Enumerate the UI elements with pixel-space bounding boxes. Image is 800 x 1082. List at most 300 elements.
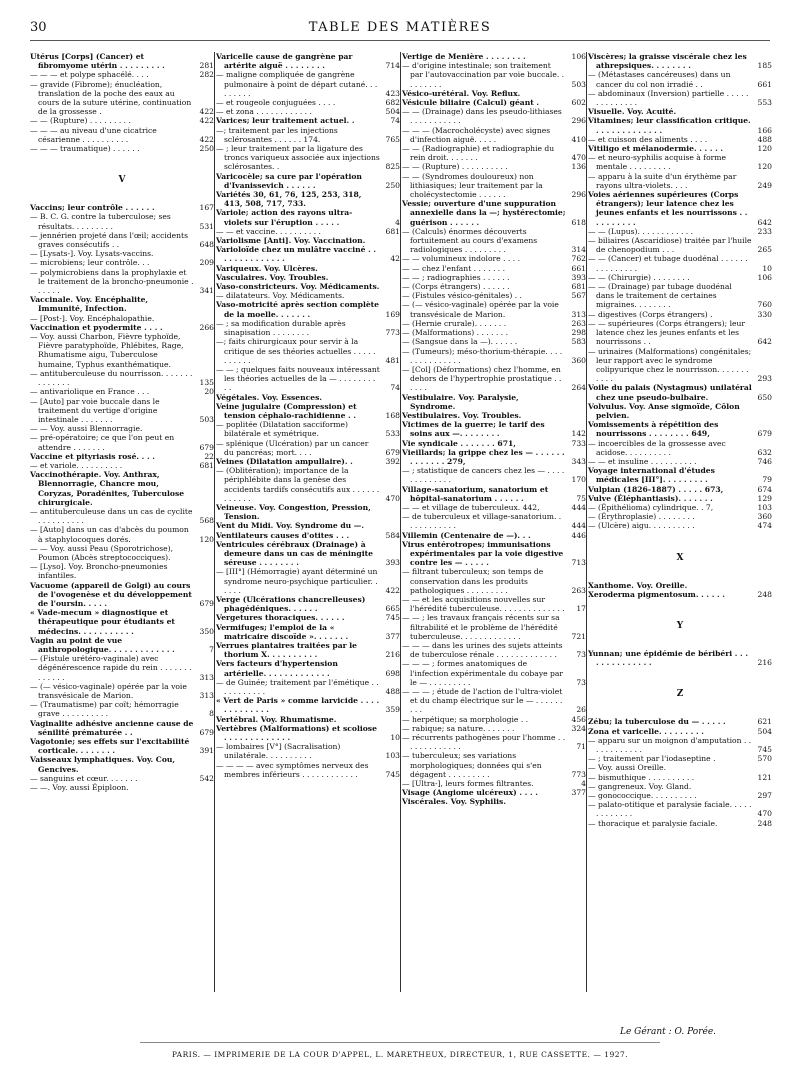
entry-text: — — chez l'enfant . . . . . . . xyxy=(402,263,506,273)
entry-text: — ; statistique de cancers chez les — . . . . . . . . . . . . . xyxy=(402,466,565,485)
entry-text: — (Fistules vésico-génitales) . . xyxy=(402,291,522,301)
entry-page-number: 42 xyxy=(390,254,400,264)
index-entry xyxy=(30,268,214,296)
entry-page-number: 567 xyxy=(571,291,586,301)
entry-text: — bismuthique . . . . . . . . . . xyxy=(588,772,695,782)
entry-text: — splénique (Ulcération) par un cancer du pancréas; mort. . . . xyxy=(216,438,369,457)
entry-page-number: 10 xyxy=(762,263,772,273)
entry-text: Visage (Angiome ulcéreux) . . . . xyxy=(402,788,538,798)
entry-page-number: 250 xyxy=(385,180,400,190)
index-entry xyxy=(402,300,586,318)
index-entry xyxy=(216,531,400,540)
index-entry xyxy=(588,763,772,772)
page-header xyxy=(30,20,770,40)
index-entry xyxy=(402,641,586,659)
entry-page-number: 350 xyxy=(199,626,214,636)
index-column-1 xyxy=(30,52,214,992)
index-entry xyxy=(588,791,772,800)
entry-page-number: 298 xyxy=(571,328,586,338)
entry-page-number: 120 xyxy=(757,144,772,154)
entry-text: Voyage international d'études médicales [III°]. . . . . . . . . xyxy=(588,466,715,485)
entry-text: Vaso-motricité après section complète de la moelle. . . . . . . xyxy=(216,300,380,319)
entry-page-number: 679 xyxy=(199,727,214,737)
entry-text: Xeroderma pigmentosum. . . . . . xyxy=(588,589,725,599)
entry-page-number: 296 xyxy=(571,116,586,126)
entry-text: Vaccine et pityriasis rosé. . . . xyxy=(30,451,155,461)
entry-page-number: 584 xyxy=(385,530,400,540)
entry-text: — apparu à la suite d'un érythème par rayons ultra-violets. . . . xyxy=(588,171,737,190)
index-entry xyxy=(402,319,586,328)
entry-text: — — (Lupus). . . . . . . . . . . . xyxy=(588,226,694,236)
entry-page-number: 456 xyxy=(571,714,586,724)
index-entry xyxy=(588,494,772,503)
entry-text: — antivariolique en France . . . xyxy=(30,387,150,397)
index-entry xyxy=(30,369,214,387)
index-entry xyxy=(402,733,586,751)
section-letter: Y xyxy=(676,620,684,631)
index-entry xyxy=(588,717,772,726)
entry-page-number: 324 xyxy=(571,723,586,733)
entry-text: Vésico-urétéral. Voy. Reflux. xyxy=(402,88,521,98)
entry-text: — de tuberculeux et village-sanatorium. . . . . . . . . . . . xyxy=(402,512,562,531)
index-entry xyxy=(402,659,586,687)
index-entry xyxy=(588,485,772,494)
index-entry xyxy=(216,623,400,641)
entry-text: — (Fistule urétéro-vaginale) avec dégénérescence rapide du rein . . . . . . . . . . . . . xyxy=(30,654,192,682)
index-entry xyxy=(402,107,586,125)
entry-page-number: 391 xyxy=(199,746,214,756)
index-entry xyxy=(216,696,400,714)
entry-page-number: 73 xyxy=(576,650,586,660)
index-entry xyxy=(402,411,586,420)
index-entry xyxy=(216,126,400,144)
entry-page-number: 714 xyxy=(385,61,400,71)
entry-page-number: 168 xyxy=(385,410,400,420)
entry-page-number: 650 xyxy=(757,392,772,402)
entry-text: — thoracique et paralysie faciale. xyxy=(588,818,718,828)
index-entry xyxy=(588,89,772,107)
entry-page-number: 293 xyxy=(757,374,772,384)
index-entry xyxy=(216,190,400,208)
entry-page-number: 444 xyxy=(571,521,586,531)
entry-text: Veine jugulaire (Compression) et tension céphalo-rachidienne . . xyxy=(216,401,357,420)
index-entry xyxy=(588,457,772,466)
entry-page-number: 296 xyxy=(571,190,586,200)
index-entry xyxy=(402,162,586,171)
index-entry xyxy=(402,751,586,779)
entry-text: — filtrant tuberculeux; son temps de conservation dans les produits pathologiques . . . . . . . . . xyxy=(402,567,544,595)
index-entry xyxy=(216,98,400,107)
index-entry xyxy=(402,503,586,512)
index-entry xyxy=(402,264,586,273)
index-entry xyxy=(30,203,214,212)
entry-page-number: 341 xyxy=(199,286,214,296)
index-entry xyxy=(588,70,772,88)
index-entry xyxy=(588,236,772,254)
index-entry xyxy=(216,144,400,172)
index-entry xyxy=(216,613,400,622)
entry-page-number: 698 xyxy=(385,668,400,678)
index-entry xyxy=(588,383,772,401)
index-entry xyxy=(216,503,400,521)
entry-text: Vessie; ouverture d'une suppuration annexielle dans la —; hystérectomie; guérison . . . . . . xyxy=(402,199,566,227)
index-entry xyxy=(216,659,400,677)
index-entry xyxy=(588,512,772,521)
entry-page-number: 765 xyxy=(385,134,400,144)
entry-text: — (Traumatisme) par coït; hémorragie grave . . . . . . . . . . xyxy=(30,700,179,719)
entry-text: Vestibulaires. Voy. Troubles. xyxy=(402,410,522,420)
index-entry xyxy=(216,52,400,70)
entry-page-number: 745 xyxy=(385,613,400,623)
index-entry xyxy=(30,719,214,737)
entry-text: Utérus [Corps] (Cancer) et fibromyome utérin . . . . . . . . . xyxy=(30,52,165,71)
entry-text: Vomissements à répétition des nourrissons . . . . . . . . 649, xyxy=(588,420,719,439)
entry-text: Vaisseaux lymphatiques. Voy. Cou, Gencives. xyxy=(30,755,176,774)
entry-text: — ; traitement par l'iodaseptine . xyxy=(588,754,716,764)
entry-text: — apparu sur un moignon d'amputation . . . . . . . . . . . . xyxy=(588,735,752,754)
index-entry xyxy=(402,273,586,282)
index-entry xyxy=(402,439,586,448)
entry-page-number: 74 xyxy=(390,116,400,126)
entry-text: — — — — avec symptômes nerveux des membres inférieurs . . . . . . . . . . . . xyxy=(216,760,369,779)
entry-text: —; traitement par les injections sclérosantes . . . . . . 174. xyxy=(216,125,338,144)
entry-page-number: 360 xyxy=(757,512,772,522)
entry-text: Virus entérotropes; immunisations expérimentales par la voie digestive contre les — . . . . . xyxy=(402,539,564,568)
entry-text: — gangreneux. Voy. Gland. xyxy=(588,781,692,791)
index-entry xyxy=(588,521,772,530)
entry-text: Vertèbres (Malformations) et scoliose . . . . . . . . . . . . . xyxy=(216,723,377,743)
index-entry xyxy=(216,457,400,466)
entry-text: — antituberculeuse dans un cas de cyclite . . . . . . . . . . xyxy=(30,506,193,526)
index-entry xyxy=(402,227,586,255)
index-entry xyxy=(30,258,214,267)
entry-text: Zona et varicelle. . . . . . . . . xyxy=(588,726,704,736)
entry-page-number: 674 xyxy=(757,484,772,494)
entry-page-number: 170 xyxy=(571,475,586,485)
entry-text: — récurrents pathogènes pour l'homme . . . . . . . . . . . . . xyxy=(402,733,566,752)
entry-text: — [Auto] dans un cas d'abcès du poumon à staphylocoques dorés. xyxy=(30,525,189,544)
entry-page-number: 263 xyxy=(571,585,586,595)
entry-text: — (Oblitération); importance de la périphlébite dans la genèse des accidents tardifs consécutifs aux . . . . . . . . . . . . xyxy=(216,466,380,503)
entry-page-number: 470 xyxy=(571,153,586,163)
entry-page-number: 504 xyxy=(757,726,772,736)
index-entry xyxy=(402,282,586,291)
entry-text: — et neuro-syphilis acquise à forme mentale . . . . . . . . . xyxy=(588,153,726,172)
entry-page-number: 266 xyxy=(199,322,214,332)
entry-text: — (— vésico-vaginale) opérée par la voie transvésicale de Marion. xyxy=(402,300,559,319)
entry-text: Ventilateurs causes d'otites . . . xyxy=(216,530,350,540)
entry-text: — jennérien projeté dans l'œil; accidents graves consécutifs . . xyxy=(30,230,188,250)
entry-page-number: 762 xyxy=(571,254,586,264)
page-number: 30 xyxy=(30,20,47,35)
index-entry xyxy=(402,540,586,568)
entry-page-number: 297 xyxy=(757,791,772,800)
index-entry xyxy=(216,236,400,245)
entry-text: Varicocèle; sa cure par l'opération d'Ivanissevich . . . . . . xyxy=(216,171,362,190)
index-entry xyxy=(588,800,772,818)
entry-page-number: 313 xyxy=(199,691,214,700)
entry-text: — sanguins et cœur. . . . . . . xyxy=(30,773,138,783)
section-letter: Z xyxy=(676,689,684,700)
entry-page-number: 169 xyxy=(385,309,400,319)
entry-text: — — et insuline . . . . . . . . . . xyxy=(588,456,697,466)
index-entry xyxy=(216,466,400,503)
index-entry xyxy=(30,323,214,332)
index-entry xyxy=(216,641,400,659)
entry-text: — dilatateurs. Voy. Médicaments. xyxy=(216,291,345,301)
index-entry xyxy=(402,328,586,337)
index-entry xyxy=(216,273,400,282)
entry-page-number: 359 xyxy=(385,705,400,715)
entry-text: Voies aériennes supérieures (Corps étrangers); leur latence chez les jeunes enfants et les nourrissons . . . . . . . . . . xyxy=(588,190,748,227)
entry-page-number: 26 xyxy=(576,705,586,715)
entry-text: Vésicule biliaire (Calcul) géant . xyxy=(402,98,540,108)
entry-page-number: 745 xyxy=(757,744,772,754)
index-entry xyxy=(588,649,772,667)
entry-text: — (Érythroplasie) . . . . . . . . xyxy=(588,512,695,522)
entry-page-number: 568 xyxy=(199,516,214,526)
index-entry xyxy=(30,755,214,773)
entry-text: Vacuome (appareil de Golgi) au cours de l'ovogenèse et du développement de l'oursin. . . . . xyxy=(30,580,192,608)
index-entry xyxy=(216,761,400,779)
entry-text: — palato-otitique et paralysie faciale. . . . . . . . . . . . . xyxy=(588,800,752,819)
entry-text: Variqueux. Voy. Ulcères. xyxy=(216,263,318,273)
index-entry xyxy=(402,567,586,595)
index-entry xyxy=(30,314,214,323)
entry-page-number: 121 xyxy=(757,772,772,782)
entry-text: — abdominaux (Inversion) partielle . . . . . . . . . . . . . . xyxy=(588,88,749,108)
index-entry xyxy=(216,208,400,226)
index-entry xyxy=(216,300,400,318)
entry-text: Vaso-constricteurs. Voy. Médicaments. xyxy=(216,282,380,292)
index-entry xyxy=(588,254,772,272)
entry-page-number: 470 xyxy=(385,493,400,503)
index-entry xyxy=(216,439,400,457)
index-entry xyxy=(30,397,214,425)
entry-page-number: 166 xyxy=(757,125,772,135)
index-entry xyxy=(216,678,400,696)
entry-page-number: 681 xyxy=(199,460,214,470)
entry-text: « Vade-mecum » diagnostique et thérapeutique pour étudiants et médecins. . . . . . . . . . . xyxy=(30,608,175,636)
entry-text: — pré-opératoire; ce que l'on peut en attendre . . . . . . . xyxy=(30,433,175,452)
index-entry xyxy=(30,700,214,718)
index-entry xyxy=(216,420,400,438)
entry-page-number: 136 xyxy=(571,162,586,172)
index-entry xyxy=(402,291,586,300)
entry-page-number: 504 xyxy=(385,107,400,117)
entry-text: — — (Cancer) et tubage duodénal . . . . . . . . . . . . . . . xyxy=(588,254,748,273)
entry-text: — — Voy. aussi Peau (Sporotrichose), Poumon (Abcès streptococciques). xyxy=(30,543,174,562)
index-entry xyxy=(216,245,400,263)
entry-page-number: 422 xyxy=(199,134,214,144)
index-entry xyxy=(216,715,400,724)
entry-page-number: 142 xyxy=(571,429,586,439)
footer-rule xyxy=(140,1042,660,1043)
index-entry xyxy=(588,466,772,484)
entry-page-number: 746 xyxy=(757,456,772,466)
entry-text: — [Post-]. Voy. Encéphalopathie. xyxy=(30,313,155,323)
entry-page-number: 167 xyxy=(199,203,214,213)
entry-page-number: 250 xyxy=(199,144,214,154)
index-entry xyxy=(30,80,214,117)
entry-page-number: 481 xyxy=(385,355,400,365)
index-entry xyxy=(402,98,586,107)
entry-page-number: 377 xyxy=(385,631,400,641)
entry-text: — gonococcique. . . . . . . . . . xyxy=(588,791,697,800)
index-entry xyxy=(588,310,772,319)
entry-page-number: 583 xyxy=(571,337,586,347)
entry-text: Variolisme [Anti]. Voy. Vaccination. xyxy=(216,236,366,246)
entry-text: Yunnan; une épidémie de béribéri . . . . . . . . . . . . . . xyxy=(588,648,748,668)
index-entry xyxy=(402,347,586,365)
index-entry xyxy=(588,107,772,116)
index-entry xyxy=(216,107,400,116)
index-entry xyxy=(216,70,400,98)
entry-text: — tuberculeux; ses variations morphologiques; données qui s'en dégagent . . . . . . . . . xyxy=(402,751,542,779)
entry-text: Veines (Dilatation ampullaire). . xyxy=(216,456,353,466)
column-divider xyxy=(214,52,215,992)
entry-text: — urinaires (Malformations) congénitales; leur rapport avec le syndrome colipyurique chez le nourrisson. . . . . . . . . . . xyxy=(588,346,752,384)
entry-text: — et zona . . . . . . . . . . . . xyxy=(216,107,312,117)
index-entry xyxy=(402,52,586,61)
index-entry xyxy=(402,485,586,503)
index-entry xyxy=(402,724,586,733)
entry-text: — — (Syndromes douloureux) non lithiasiques; leur traitement par la cholécystectomie . . . . . . xyxy=(402,171,543,200)
entry-page-number: 71 xyxy=(576,742,586,752)
entry-text: Vieillards; la grippe chez les — . . . . . . . . . . . . . 279, xyxy=(402,447,565,466)
entry-page-number: 721 xyxy=(571,631,586,641)
entry-text: — [Ultra-], leurs formes filtrantes. xyxy=(402,779,534,789)
entry-page-number: 313 xyxy=(199,672,214,682)
index-entry xyxy=(216,291,400,300)
index-entry xyxy=(402,126,586,144)
entry-text: — [Auto] par voie buccale dans le traitement du vertige d'origine intestinale . . . . . . . xyxy=(30,396,160,424)
entry-text: Varioloïde chez un mulâtre vacciné . . . . . . . . . . . . . . xyxy=(216,245,377,264)
entry-page-number: 474 xyxy=(757,521,772,531)
index-entry xyxy=(216,264,400,273)
entry-text: — [Col] (Déformations) chez l'homme, en dehors de l'hypertrophie prostatique . . . . . . xyxy=(402,364,562,393)
entry-text: — — Voy. aussi Blennorragie. xyxy=(30,424,143,434)
index-entry xyxy=(30,608,214,636)
entry-page-number: 4 xyxy=(581,779,586,789)
entry-text: — ; sa modification durable après sinapisation . . . . . . . . xyxy=(216,318,346,338)
entry-text: — gravide (Fibrome); énucléation, translation de la poche des eaux au cours de la suture utérine, continuation de la grossesse . xyxy=(30,79,192,117)
index-entry xyxy=(30,126,214,144)
entry-page-number: 503 xyxy=(199,414,214,424)
entry-text: Volvulus. Voy. Anse sigmoïde, Côlon pelvien. xyxy=(588,401,740,420)
index-entry xyxy=(30,144,214,153)
entry-text: — (Épithélioma) cylindrique. . 7, xyxy=(588,502,714,512)
entry-page-number: 422 xyxy=(385,585,400,595)
entry-page-number: 773 xyxy=(385,328,400,338)
entry-page-number: 216 xyxy=(385,650,400,660)
index-entry xyxy=(588,503,772,512)
index-entry xyxy=(216,227,400,236)
entry-page-number: 120 xyxy=(757,162,772,172)
page-title: TABLE DES MATIÈRES xyxy=(308,20,492,35)
index-entry xyxy=(30,387,214,396)
entry-page-number: 343 xyxy=(571,456,586,466)
index-entry xyxy=(402,466,586,484)
entry-page-number: 360 xyxy=(571,355,586,365)
entry-page-number: 531 xyxy=(199,221,214,231)
index-entry xyxy=(588,172,772,190)
header-rule xyxy=(30,40,770,41)
entry-page-number: 20 xyxy=(204,387,214,397)
index-entry xyxy=(216,540,400,568)
index-entry xyxy=(402,420,586,438)
entry-text: — — — au niveau d'une cicatrice césarienne . . . . . . . . . . xyxy=(30,125,157,144)
index-entry xyxy=(588,319,772,347)
entry-page-number: 642 xyxy=(757,337,772,347)
entry-page-number: 392 xyxy=(385,456,400,466)
entry-text: Végétales. Voy. Essences. xyxy=(216,392,323,402)
entry-text: Vaccins; leur contrôle . . . . . . xyxy=(30,203,155,213)
entry-page-number: 422 xyxy=(199,116,214,126)
entry-text: Xanthome. Voy. Oreille. xyxy=(588,580,688,590)
entry-text: — — (Drainage) par tubage duodénal dans le traitement de certaines migraines. . . . . . . . xyxy=(588,282,732,310)
index-entry xyxy=(216,742,400,760)
index-entry xyxy=(402,337,586,346)
entry-text: — — et village de tuberculeux. 442, xyxy=(402,502,540,512)
entry-page-number: 682 xyxy=(385,98,400,108)
entry-text: — et cuisson des aliments . . . . xyxy=(588,134,708,144)
entry-text: Vertige de Menière . . . . . . . . xyxy=(402,52,526,61)
entry-text: — — (Chirurgie) . . . . . . . . xyxy=(588,272,690,282)
entry-page-number: 422 xyxy=(199,107,214,117)
index-entry xyxy=(30,544,214,562)
entry-page-number: 542 xyxy=(199,773,214,783)
entry-text: Vertébral. Voy. Rhumatisme. xyxy=(216,714,337,724)
index-entry xyxy=(588,153,772,171)
index-entry xyxy=(588,736,772,754)
entry-text: — poplitée (Dilatation sacciforme) bilatérale et symétrique. xyxy=(216,420,349,439)
entry-text: Vitiligo et mélanodermie. . . . . . xyxy=(588,144,724,154)
entry-page-number: 745 xyxy=(385,769,400,779)
column-divider xyxy=(400,52,401,992)
entry-page-number: 313 xyxy=(571,309,586,319)
entry-text: Vers facteurs d'hypertension artérielle. . . . . . . . . . . . . xyxy=(216,659,338,678)
index-entry xyxy=(588,581,772,590)
entry-page-number: 733 xyxy=(571,438,586,448)
entry-text: — — — et polype sphacélé. . . . xyxy=(30,70,149,80)
index-entry xyxy=(30,212,214,230)
index-entry xyxy=(588,773,772,782)
entry-text: — — — ; étude de l'action de l'ultra-violet et du champ électrique sur le — . . . . . . . . . xyxy=(402,687,563,715)
index-entry xyxy=(402,797,586,806)
index-entry xyxy=(30,581,214,609)
entry-text: — microbiens; leur contrôle. . . xyxy=(30,258,150,268)
entry-page-number: 423 xyxy=(385,88,400,98)
column-divider xyxy=(586,52,587,992)
index-entry xyxy=(30,654,214,682)
entry-page-number: 679 xyxy=(199,598,214,608)
index-entry xyxy=(402,172,586,200)
index-entry xyxy=(216,724,400,742)
entry-page-number: 446 xyxy=(571,530,586,540)
index-entry xyxy=(30,507,214,525)
entry-page-number: 661 xyxy=(757,79,772,89)
entry-page-number: 129 xyxy=(757,493,772,503)
entry-text: — (Corps étrangers) . . . . . . xyxy=(402,282,510,292)
entry-text: — incoercibles de la grossesse avec acidose. . . . . . . . . . xyxy=(588,438,726,457)
entry-text: Verge (Ulcérations chancrelleuses) phagédéniques. . . . . . xyxy=(216,594,366,614)
entry-page-number: 4 xyxy=(395,217,400,227)
entry-page-number: 233 xyxy=(757,226,772,236)
entry-page-number: 773 xyxy=(571,769,586,779)
entry-text: — et rougeole conjuguées . . . . xyxy=(216,98,336,108)
entry-text: — [III°] (Hémorragie) ayant déterminé un syndrome neuro-psychique particulier. . . . . . xyxy=(216,567,378,595)
